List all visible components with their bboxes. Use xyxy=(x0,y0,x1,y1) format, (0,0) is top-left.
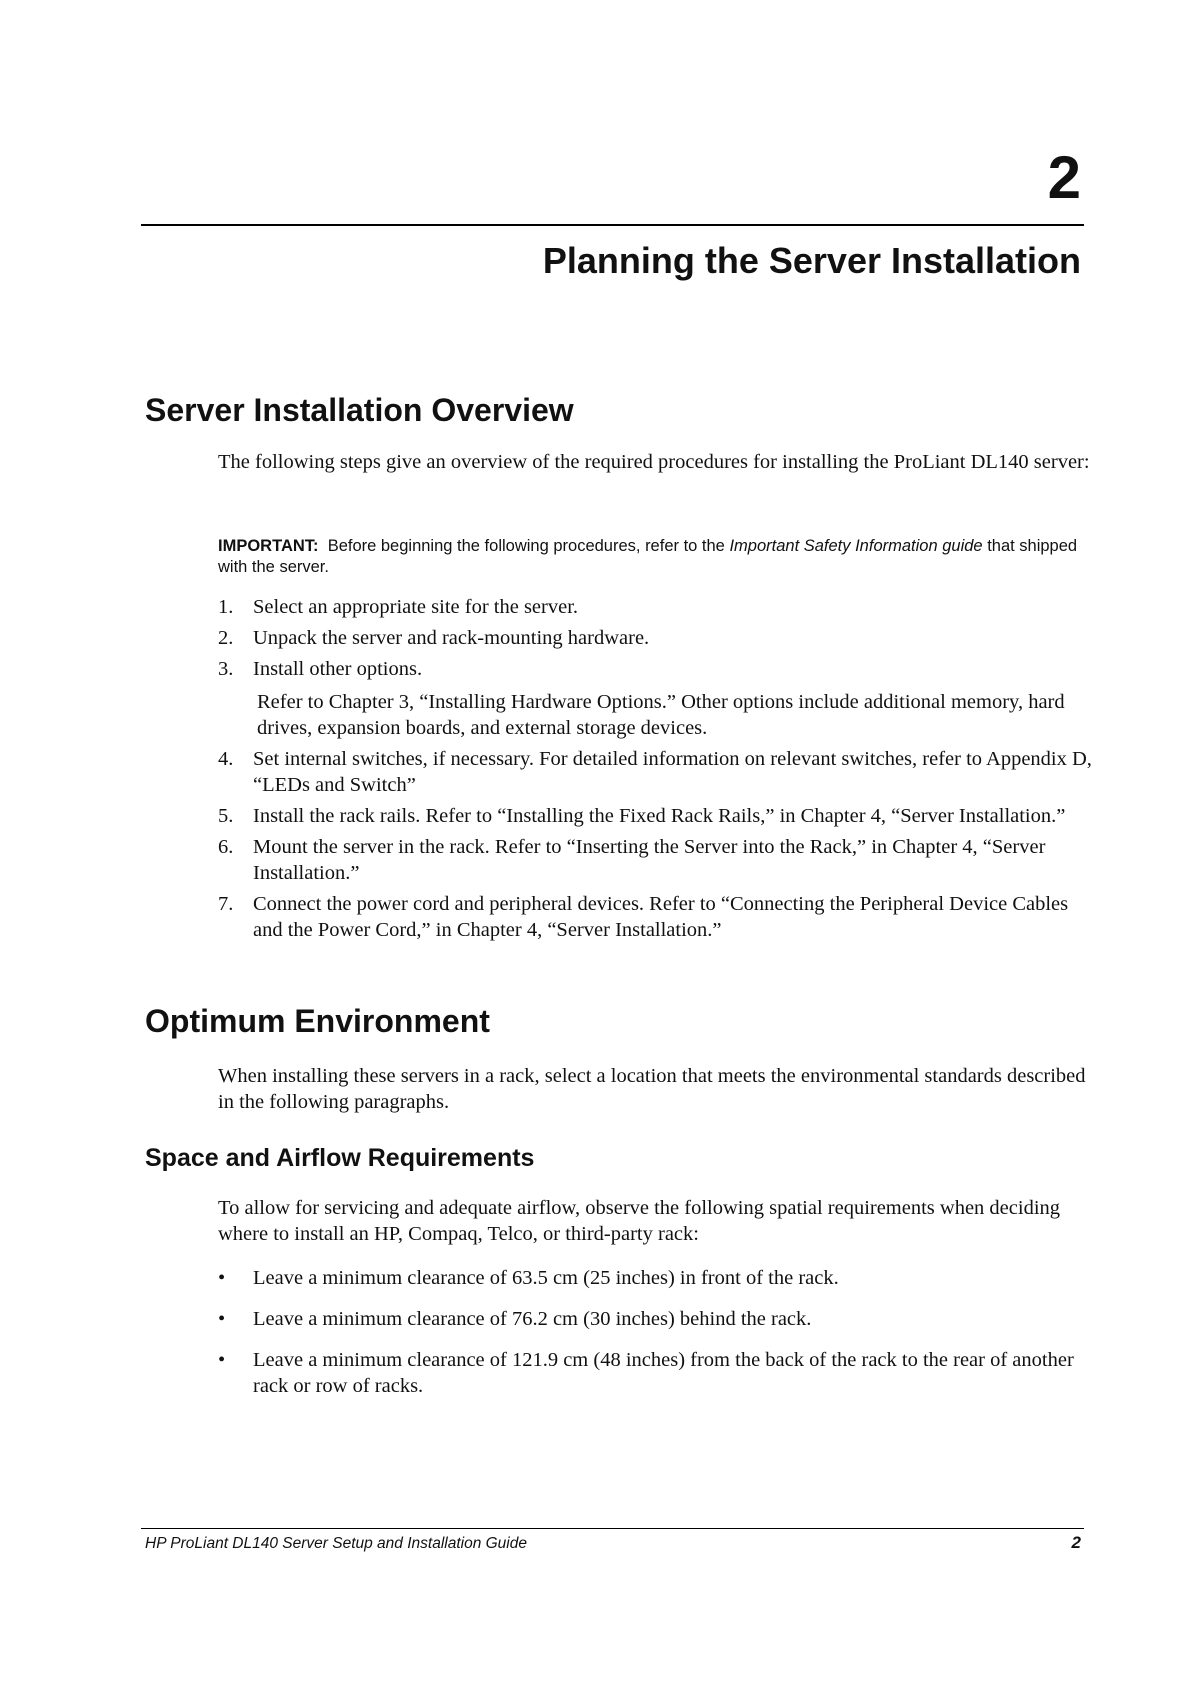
chapter-divider xyxy=(141,224,1084,226)
step-text: Set internal switches, if necessary. For detailed information on relevant switches, refer to Appendix D, “LEDs and Switch” xyxy=(253,748,1092,796)
list-item-text: Leave a minimum clearance of 76.2 cm (30 inches) behind the rack. xyxy=(253,1308,812,1330)
step-number: 3. xyxy=(218,658,234,680)
environment-intro: When installing these servers in a rack, select a location that meets the environmental standards described in the following paragraphs. xyxy=(218,1065,1086,1113)
step-number: 4. xyxy=(218,748,234,770)
space-heading: Space and Airflow Requirements xyxy=(145,1144,535,1172)
step-text: Install other options. xyxy=(253,658,423,680)
step-note: Refer to Chapter 3, “Installing Hardware Options.” Other options include additional memory, hard drives, expansion boards, and external storage devices. xyxy=(257,691,1065,739)
step-text: Install the rack rails. Refer to “Installing the Fixed Rack Rails,” in Chapter 4, “Server Installation.” xyxy=(253,805,1066,827)
step-number: 5. xyxy=(218,805,234,827)
bullet-icon: • xyxy=(218,1267,226,1289)
step-item xyxy=(218,594,1098,620)
chapter-title: Planning the Server Installation xyxy=(542,240,1081,281)
environment-heading: Optimum Environment xyxy=(145,1003,490,1039)
step-number: 1. xyxy=(218,596,234,618)
footer-divider xyxy=(141,1528,1084,1529)
step-item xyxy=(218,656,1098,741)
step-text: Connect the power cord and peripheral devices. Refer to “Connecting the Peripheral Device Cables and the Power Cord,” in Chapter 4, “Server Installation.” xyxy=(253,893,1069,941)
important-notice xyxy=(218,536,1088,578)
important-label: IMPORTANT: xyxy=(218,537,319,555)
step-number: 7. xyxy=(218,893,234,915)
list-item xyxy=(218,1265,1098,1291)
footer-doc-title: HP ProLiant DL140 Server Setup and Installation Guide xyxy=(145,1535,527,1552)
list-item-text: Leave a minimum clearance of 121.9 cm (48 inches) from the back of the rack to the rear of another rack or row of racks. xyxy=(253,1349,1074,1397)
footer-page-number: 2 xyxy=(1071,1533,1081,1552)
step-item xyxy=(218,803,1098,829)
list-item-text: Leave a minimum clearance of 63.5 cm (25 inches) in front of the rack. xyxy=(253,1267,839,1289)
chapter-number: 2 xyxy=(1047,144,1081,211)
step-item xyxy=(218,891,1098,943)
step-item xyxy=(218,746,1098,798)
overview-intro: The following steps give an overview of the required procedures for installing the ProLiant DL140 server: xyxy=(218,451,1090,473)
list-item xyxy=(218,1347,1098,1399)
space-requirements-list xyxy=(218,1265,1098,1414)
important-text-before: Before beginning the following procedures, refer to the xyxy=(327,537,725,555)
bullet-icon: • xyxy=(218,1349,226,1371)
important-text-after: that shipped with the server. xyxy=(218,537,1078,576)
step-number: 6. xyxy=(218,836,234,858)
space-intro: To allow for servicing and adequate airflow, observe the following spatial requirements when deciding where to install an HP, Compaq, Telco, or third-party rack: xyxy=(218,1197,1061,1245)
list-item xyxy=(218,1306,1098,1332)
step-text: Unpack the server and rack-mounting hardware. xyxy=(253,627,650,649)
step-number: 2. xyxy=(218,627,234,649)
safety-guide-title: Important Safety Information guide xyxy=(729,537,983,555)
step-item xyxy=(218,625,1098,651)
step-text: Select an appropriate site for the server. xyxy=(253,596,579,618)
installation-steps-list xyxy=(218,594,1098,943)
step-item xyxy=(218,834,1098,886)
overview-heading: Server Installation Overview xyxy=(145,392,574,428)
bullet-icon: • xyxy=(218,1308,226,1330)
step-text: Mount the server in the rack. Refer to “Inserting the Server into the Rack,” in Chapter 4, “Server Installation.” xyxy=(253,836,1046,884)
